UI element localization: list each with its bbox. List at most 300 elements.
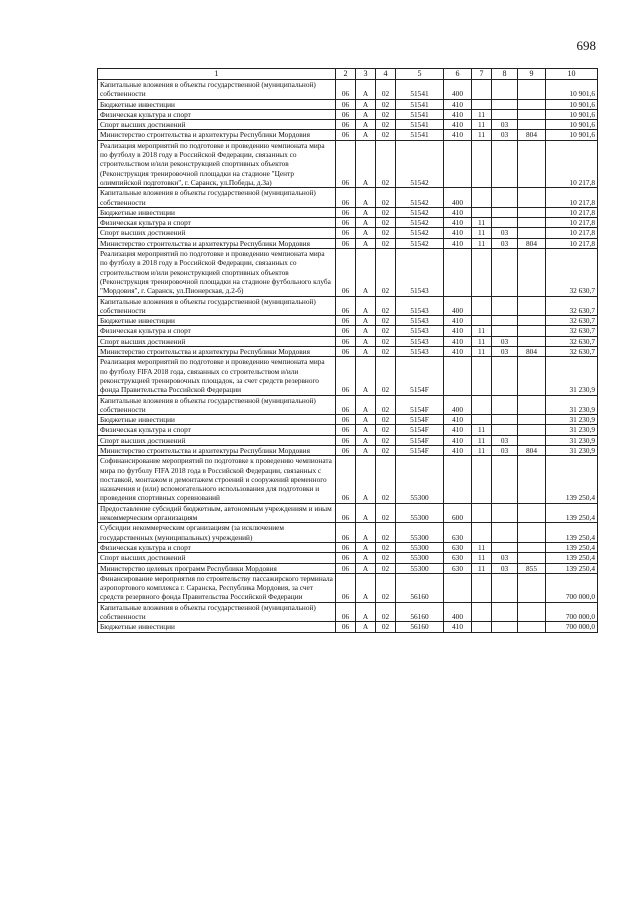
subdivision-code [492, 99, 518, 109]
section-code: 06 [336, 80, 356, 100]
target-code: 51542 [396, 140, 444, 187]
subdivision-code [492, 109, 518, 119]
section-code: 06 [336, 425, 356, 435]
amount: 31 230,9 [546, 425, 598, 435]
row-name: Министерство строительства и архитектуры Республики Мордовия [98, 347, 336, 357]
section-code: 06 [336, 130, 356, 140]
ministry-code [518, 425, 546, 435]
row-name: Бюджетные инвестиции [98, 622, 336, 632]
amount: 31 230,9 [546, 435, 598, 445]
division-code [472, 316, 492, 326]
ministry-code: 855 [518, 563, 546, 573]
program-code: А [356, 573, 376, 602]
row-name: Министерство строительства и архитектуры Республики Мордовия [98, 445, 336, 455]
ministry-code [518, 109, 546, 119]
program-code: А [356, 80, 376, 100]
subprogram-code: 02 [376, 602, 396, 622]
ministry-code [518, 542, 546, 552]
row-name: Капитальные вложения в объекты государственной (муниципальной) собственности [98, 296, 336, 316]
ministry-code [518, 573, 546, 602]
row-name: Физическая культура и спорт [98, 326, 336, 336]
row-name: Софинансирование мероприятий по подготовке к проведению чемпионата мира по футболу FIFA 2018 года в Российской Федерации, связанных с поставкой, монтажом и демонтажем строений и сооружений временного назначения и (или) вспомогательного использования для подготовки и проведения спортивных соревнований [98, 456, 336, 503]
amount: 10 901,6 [546, 99, 598, 109]
table-row [98, 80, 598, 100]
subprogram-code: 02 [376, 109, 396, 119]
section-code: 06 [336, 326, 356, 336]
ministry-code [518, 602, 546, 622]
table-row [98, 120, 598, 130]
division-code [472, 207, 492, 217]
column-header: 4 [376, 69, 396, 80]
target-code: 5154F [396, 435, 444, 445]
subdivision-code [492, 357, 518, 395]
section-code: 06 [336, 503, 356, 523]
section-code: 06 [336, 602, 356, 622]
section-code: 06 [336, 228, 356, 238]
division-code: 11 [472, 109, 492, 119]
subdivision-code [492, 622, 518, 632]
column-header: 6 [444, 69, 472, 80]
amount: 139 250,4 [546, 523, 598, 543]
amount: 32 630,7 [546, 326, 598, 336]
program-code: А [356, 109, 376, 119]
ministry-code [518, 553, 546, 563]
division-code: 11 [472, 425, 492, 435]
expense-type: 410 [444, 228, 472, 238]
amount: 10 901,6 [546, 130, 598, 140]
program-code: А [356, 238, 376, 248]
expense-type: 410 [444, 622, 472, 632]
expense-type: 410 [444, 445, 472, 455]
target-code: 5154F [396, 445, 444, 455]
program-code: А [356, 542, 376, 552]
program-code: А [356, 415, 376, 425]
expense-type: 410 [444, 238, 472, 248]
expense-type: 630 [444, 563, 472, 573]
subprogram-code: 02 [376, 523, 396, 543]
table-row [98, 602, 598, 622]
subprogram-code: 02 [376, 316, 396, 326]
target-code: 51542 [396, 188, 444, 208]
table-row [98, 238, 598, 248]
table-row [98, 218, 598, 228]
ministry-code [518, 326, 546, 336]
section-code: 06 [336, 296, 356, 316]
target-code: 55300 [396, 456, 444, 503]
table-row [98, 109, 598, 119]
target-code: 55300 [396, 523, 444, 543]
subprogram-code: 02 [376, 357, 396, 395]
ministry-code [518, 503, 546, 523]
target-code: 51541 [396, 109, 444, 119]
division-code [472, 249, 492, 296]
target-code: 51541 [396, 130, 444, 140]
program-code: А [356, 316, 376, 326]
ministry-code [518, 120, 546, 130]
subdivision-code [492, 80, 518, 100]
ministry-code [518, 207, 546, 217]
expense-type: 410 [444, 99, 472, 109]
column-header: 7 [472, 69, 492, 80]
amount: 31 230,9 [546, 395, 598, 415]
subdivision-code [492, 456, 518, 503]
expense-type: 400 [444, 188, 472, 208]
column-header: 10 [546, 69, 598, 80]
subdivision-code: 03 [492, 336, 518, 346]
target-code: 51543 [396, 326, 444, 336]
division-code: 11 [472, 347, 492, 357]
amount: 10 217,8 [546, 238, 598, 248]
row-name: Реализация мероприятий по подготовке и проведению чемпионата мира по футболу в 2018 году в Российской Федерации, связанных со строительством и/или реконструкцией спортивных объектов (Реконструкция тренировочной площадки на стадионе "Центр олимпийской подготовки", г. Саранск, ул.Победы, д.3а) [98, 140, 336, 187]
table-row [98, 415, 598, 425]
target-code: 5154F [396, 357, 444, 395]
table-row [98, 425, 598, 435]
subdivision-code [492, 602, 518, 622]
expense-type: 630 [444, 553, 472, 563]
table-row [98, 249, 598, 296]
amount: 32 630,7 [546, 249, 598, 296]
table-row [98, 456, 598, 503]
table-row [98, 523, 598, 543]
row-name: Физическая культура и спорт [98, 425, 336, 435]
program-code: А [356, 120, 376, 130]
division-code: 11 [472, 218, 492, 228]
amount: 10 901,6 [546, 80, 598, 100]
amount: 32 630,7 [546, 316, 598, 326]
expense-type: 410 [444, 425, 472, 435]
ministry-code: 804 [518, 445, 546, 455]
division-code [472, 456, 492, 503]
subprogram-code: 02 [376, 188, 396, 208]
row-name: Физическая культура и спорт [98, 542, 336, 552]
ministry-code [518, 140, 546, 187]
amount: 139 250,4 [546, 553, 598, 563]
subprogram-code: 02 [376, 140, 396, 187]
amount: 32 630,7 [546, 347, 598, 357]
program-code: А [356, 347, 376, 357]
target-code: 51542 [396, 207, 444, 217]
table-row [98, 563, 598, 573]
table-row [98, 316, 598, 326]
table-row [98, 130, 598, 140]
table-row [98, 503, 598, 523]
program-code: А [356, 563, 376, 573]
row-name: Капитальные вложения в объекты государственной (муниципальной) собственности [98, 188, 336, 208]
amount: 32 630,7 [546, 336, 598, 346]
division-code: 11 [472, 130, 492, 140]
program-code: А [356, 445, 376, 455]
subdivision-code [492, 395, 518, 415]
subprogram-code: 02 [376, 347, 396, 357]
expense-type: 400 [444, 296, 472, 316]
subdivision-code: 03 [492, 238, 518, 248]
amount: 31 230,9 [546, 445, 598, 455]
expense-type: 410 [444, 207, 472, 217]
division-code: 11 [472, 336, 492, 346]
section-code: 06 [336, 207, 356, 217]
target-code: 56160 [396, 622, 444, 632]
expense-type [444, 357, 472, 395]
table-row [98, 542, 598, 552]
table-row [98, 553, 598, 563]
table-row [98, 188, 598, 208]
column-header: 2 [336, 69, 356, 80]
amount: 10 901,6 [546, 120, 598, 130]
amount: 700 000,0 [546, 573, 598, 602]
section-code: 06 [336, 622, 356, 632]
program-code: А [356, 425, 376, 435]
table-row [98, 207, 598, 217]
section-code: 06 [336, 120, 356, 130]
amount: 10 217,8 [546, 207, 598, 217]
amount: 31 230,9 [546, 357, 598, 395]
table-header-row [98, 69, 598, 80]
program-code: А [356, 395, 376, 415]
section-code: 06 [336, 188, 356, 208]
ministry-code [518, 228, 546, 238]
target-code: 55300 [396, 503, 444, 523]
expense-type: 410 [444, 336, 472, 346]
subprogram-code: 02 [376, 425, 396, 435]
ministry-code [518, 415, 546, 425]
division-code [472, 140, 492, 187]
target-code: 51543 [396, 249, 444, 296]
row-name: Реализация мероприятий по подготовке и проведению чемпионата мира по футболу в 2018 году в Российской Федерации, связанных со строительством и/или реконструкцией спортивных объектов (Реконструкция тренировочной площадки на стадионе футбольного клуба "Мордовия", г. Саранск, ул.Пионерская, д.2-б) [98, 249, 336, 296]
table-row [98, 573, 598, 602]
division-code: 11 [472, 326, 492, 336]
table-row [98, 99, 598, 109]
target-code: 56160 [396, 573, 444, 602]
division-code [472, 296, 492, 316]
row-name: Реализация мероприятий по подготовке и проведению чемпионата мира по футболу FIFA 2018 года, связанных со строительством и/или реконструкцией тренировочных площадок, за счет средств резервного фонда Правительства Российской Федерации [98, 357, 336, 395]
expense-type: 410 [444, 316, 472, 326]
subprogram-code: 02 [376, 249, 396, 296]
table-row [98, 326, 598, 336]
section-code: 06 [336, 357, 356, 395]
subprogram-code: 02 [376, 503, 396, 523]
ministry-code [518, 249, 546, 296]
amount: 31 230,9 [546, 415, 598, 425]
division-code [472, 188, 492, 208]
expense-type: 410 [444, 326, 472, 336]
section-code: 06 [336, 109, 356, 119]
budget-table [97, 68, 598, 633]
division-code [472, 602, 492, 622]
program-code: А [356, 503, 376, 523]
row-name: Капитальные вложения в объекты государственной (муниципальной) собственности [98, 602, 336, 622]
target-code: 5154F [396, 425, 444, 435]
subdivision-code: 03 [492, 435, 518, 445]
section-code: 06 [336, 395, 356, 415]
section-code: 06 [336, 456, 356, 503]
expense-type: 410 [444, 347, 472, 357]
table-row [98, 296, 598, 316]
ministry-code [518, 456, 546, 503]
division-code: 11 [472, 445, 492, 455]
subprogram-code: 02 [376, 326, 396, 336]
ministry-code [518, 395, 546, 415]
target-code: 51542 [396, 228, 444, 238]
column-header: 1 [98, 69, 336, 80]
division-code [472, 573, 492, 602]
program-code: А [356, 435, 376, 445]
row-name: Физическая культура и спорт [98, 109, 336, 119]
division-code: 11 [472, 553, 492, 563]
subprogram-code: 02 [376, 296, 396, 316]
row-name: Предоставление субсидий бюджетным, автономным учреждениям и иным некоммерческим организациям [98, 503, 336, 523]
expense-type: 600 [444, 503, 472, 523]
table-row [98, 357, 598, 395]
target-code: 5154F [396, 395, 444, 415]
section-code: 06 [336, 218, 356, 228]
section-code: 06 [336, 238, 356, 248]
subprogram-code: 02 [376, 130, 396, 140]
amount: 10 217,8 [546, 218, 598, 228]
subprogram-code: 02 [376, 336, 396, 346]
division-code [472, 80, 492, 100]
amount: 10 901,6 [546, 109, 598, 119]
program-code: А [356, 326, 376, 336]
program-code: А [356, 140, 376, 187]
subprogram-code: 02 [376, 120, 396, 130]
target-code: 51541 [396, 80, 444, 100]
column-header: 5 [396, 69, 444, 80]
table-row [98, 622, 598, 632]
section-code: 06 [336, 336, 356, 346]
program-code: А [356, 553, 376, 563]
subprogram-code: 02 [376, 218, 396, 228]
row-name: Бюджетные инвестиции [98, 99, 336, 109]
ministry-code [518, 622, 546, 632]
target-code: 51541 [396, 99, 444, 109]
subprogram-code: 02 [376, 435, 396, 445]
subprogram-code: 02 [376, 228, 396, 238]
division-code: 11 [472, 120, 492, 130]
subdivision-code: 03 [492, 120, 518, 130]
column-header: 9 [518, 69, 546, 80]
expense-type: 410 [444, 218, 472, 228]
program-code: А [356, 357, 376, 395]
ministry-code: 804 [518, 238, 546, 248]
division-code: 11 [472, 435, 492, 445]
target-code: 51541 [396, 120, 444, 130]
table-row [98, 445, 598, 455]
subdivision-code [492, 316, 518, 326]
subdivision-code: 03 [492, 347, 518, 357]
subprogram-code: 02 [376, 445, 396, 455]
amount: 10 217,8 [546, 140, 598, 187]
section-code: 06 [336, 99, 356, 109]
target-code: 51542 [396, 218, 444, 228]
expense-type: 630 [444, 542, 472, 552]
expense-type: 400 [444, 395, 472, 415]
amount: 10 217,8 [546, 188, 598, 208]
row-name: Субсидии некоммерческим организациям (за исключением государственных (муниципальных) учреждений) [98, 523, 336, 543]
subdivision-code [492, 415, 518, 425]
program-code: А [356, 207, 376, 217]
program-code: А [356, 130, 376, 140]
program-code: А [356, 249, 376, 296]
subdivision-code: 03 [492, 563, 518, 573]
amount: 139 250,4 [546, 542, 598, 552]
amount: 139 250,4 [546, 503, 598, 523]
row-name: Физическая культура и спорт [98, 218, 336, 228]
amount: 700 000,0 [546, 602, 598, 622]
program-code: А [356, 622, 376, 632]
subprogram-code: 02 [376, 542, 396, 552]
target-code: 51543 [396, 336, 444, 346]
subprogram-code: 02 [376, 80, 396, 100]
row-name: Бюджетные инвестиции [98, 415, 336, 425]
subdivision-code [492, 503, 518, 523]
ministry-code [518, 188, 546, 208]
subprogram-code: 02 [376, 553, 396, 563]
subdivision-code [492, 140, 518, 187]
row-name: Спорт высших достижений [98, 120, 336, 130]
expense-type [444, 249, 472, 296]
ministry-code [518, 218, 546, 228]
subdivision-code: 03 [492, 445, 518, 455]
amount: 32 630,7 [546, 296, 598, 316]
section-code: 06 [336, 140, 356, 187]
division-code: 11 [472, 542, 492, 552]
row-name: Финансирование мероприятия по строительству пассажирского терминала аэропортового комплекса г. Саранска, Республика Мордовия, за счет средств резервного фонда Правительства Российской Федерации [98, 573, 336, 602]
page-number: 698 [576, 38, 596, 53]
program-code: А [356, 218, 376, 228]
subdivision-code: 03 [492, 228, 518, 238]
subprogram-code: 02 [376, 415, 396, 425]
subdivision-code [492, 207, 518, 217]
table-row [98, 347, 598, 357]
amount: 139 250,4 [546, 563, 598, 573]
target-code: 51542 [396, 238, 444, 248]
row-name: Бюджетные инвестиции [98, 207, 336, 217]
subprogram-code: 02 [376, 563, 396, 573]
section-code: 06 [336, 435, 356, 445]
expense-type: 400 [444, 80, 472, 100]
expense-type [444, 456, 472, 503]
expense-type [444, 573, 472, 602]
table-row [98, 228, 598, 238]
program-code: А [356, 456, 376, 503]
column-header: 3 [356, 69, 376, 80]
division-code [472, 622, 492, 632]
ministry-code [518, 296, 546, 316]
ministry-code [518, 80, 546, 100]
program-code: А [356, 523, 376, 543]
target-code: 51543 [396, 296, 444, 316]
ministry-code: 804 [518, 130, 546, 140]
column-header: 8 [492, 69, 518, 80]
row-name: Министерство строительства и архитектуры Республики Мордовия [98, 130, 336, 140]
subdivision-code [492, 542, 518, 552]
row-name: Спорт высших достижений [98, 553, 336, 563]
subdivision-code [492, 573, 518, 602]
division-code: 11 [472, 563, 492, 573]
row-name: Капитальные вложения в объекты государственной (муниципальной) собственности [98, 395, 336, 415]
program-code: А [356, 188, 376, 208]
table-row [98, 140, 598, 187]
row-name: Министерство строительства и архитектуры Республики Мордовия [98, 238, 336, 248]
subdivision-code [492, 425, 518, 435]
division-code [472, 415, 492, 425]
section-code: 06 [336, 347, 356, 357]
section-code: 06 [336, 563, 356, 573]
subdivision-code: 03 [492, 130, 518, 140]
subprogram-code: 02 [376, 395, 396, 415]
target-code: 55300 [396, 553, 444, 563]
subprogram-code: 02 [376, 238, 396, 248]
